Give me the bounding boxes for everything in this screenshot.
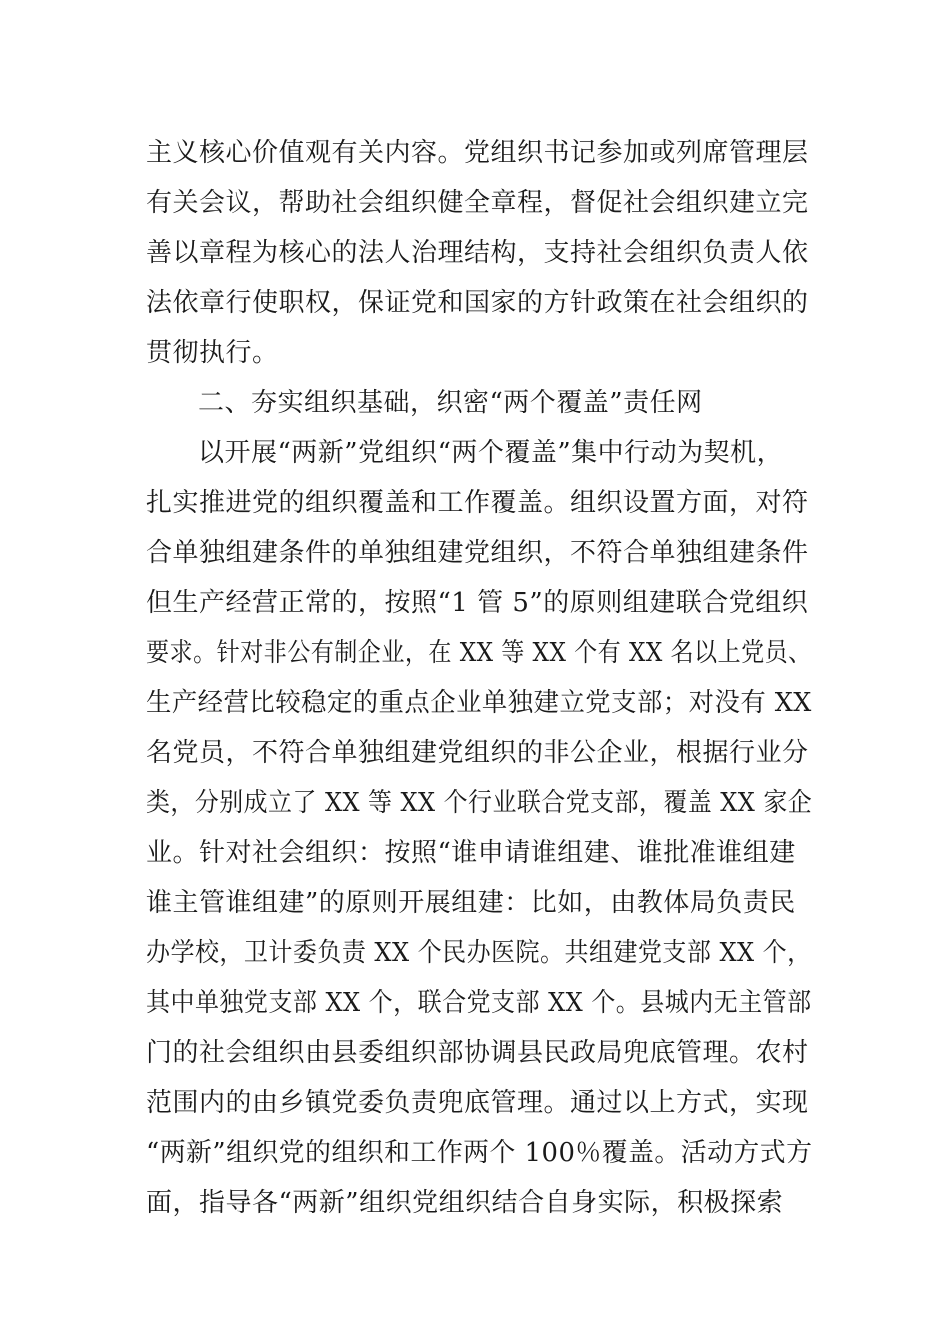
text-line: 但生产经营正常的，按照“1 管 5”的原则组建联合党组织: [146, 588, 809, 618]
text-line: 业。针对社会组织：按照“谁申请谁组建、谁批准谁组建: [146, 838, 796, 868]
text-line: 其中单独党支部 XX 个，联合党支部 XX 个。县城内无主管部: [146, 988, 812, 1018]
text-line: 范围内的由乡镇党委负责兜底管理。通过以上方式，实现: [146, 1088, 809, 1118]
text-line: 办学校，卫计委负责 XX 个民办医院。共组建党支部 XX 个，: [146, 938, 812, 968]
text-line: 名党员，不符合单独组建党组织的非公企业，根据行业分: [146, 738, 809, 768]
section-heading: 二、夯实组织基础，织密“两个覆盖”责任网: [198, 388, 703, 418]
text-line: “两新”组织党的组织和工作两个 100％覆盖。活动方式方: [146, 1138, 813, 1168]
text-line: 谁主管谁组建”的原则开展组建：比如，由教体局负责民: [146, 888, 796, 918]
text-line: 贯彻执行。: [146, 338, 279, 368]
text-line: 有关会议，帮助社会组织健全章程，督促社会组织建立完: [146, 188, 809, 218]
text-line: 门的社会组织由县委组织部协调县民政局兜底管理。农村: [146, 1038, 809, 1068]
text-line: 法依章行使职权，保证党和国家的方针政策在社会组织的: [146, 288, 809, 318]
text-line: 生产经营比较稳定的重点企业单独建立党支部；对没有 XX: [146, 688, 812, 718]
text-line: 合单独组建条件的单独组建党组织，不符合单独组建条件: [146, 538, 809, 568]
text-line: 类，分别成立了 XX 等 XX 个行业联合党支部，覆盖 XX 家企: [146, 788, 813, 818]
text-line: 主义核心价值观有关内容。党组织书记参加或列席管理层: [146, 138, 809, 168]
text-line: 以开展“两新”党组织“两个覆盖”集中行动为契机，: [198, 438, 784, 468]
text-line: 面，指导各“两新”组织党组织结合自身实际，积极探索: [146, 1188, 784, 1218]
text-line: 善以章程为核心的法人治理结构，支持社会组织负责人依: [146, 238, 809, 268]
text-line: 扎实推进党的组织覆盖和工作覆盖。组织设置方面，对符: [146, 488, 809, 518]
text-line: 要求。针对非公有制企业，在 XX 等 XX 个有 XX 名以上党员、: [146, 638, 812, 668]
